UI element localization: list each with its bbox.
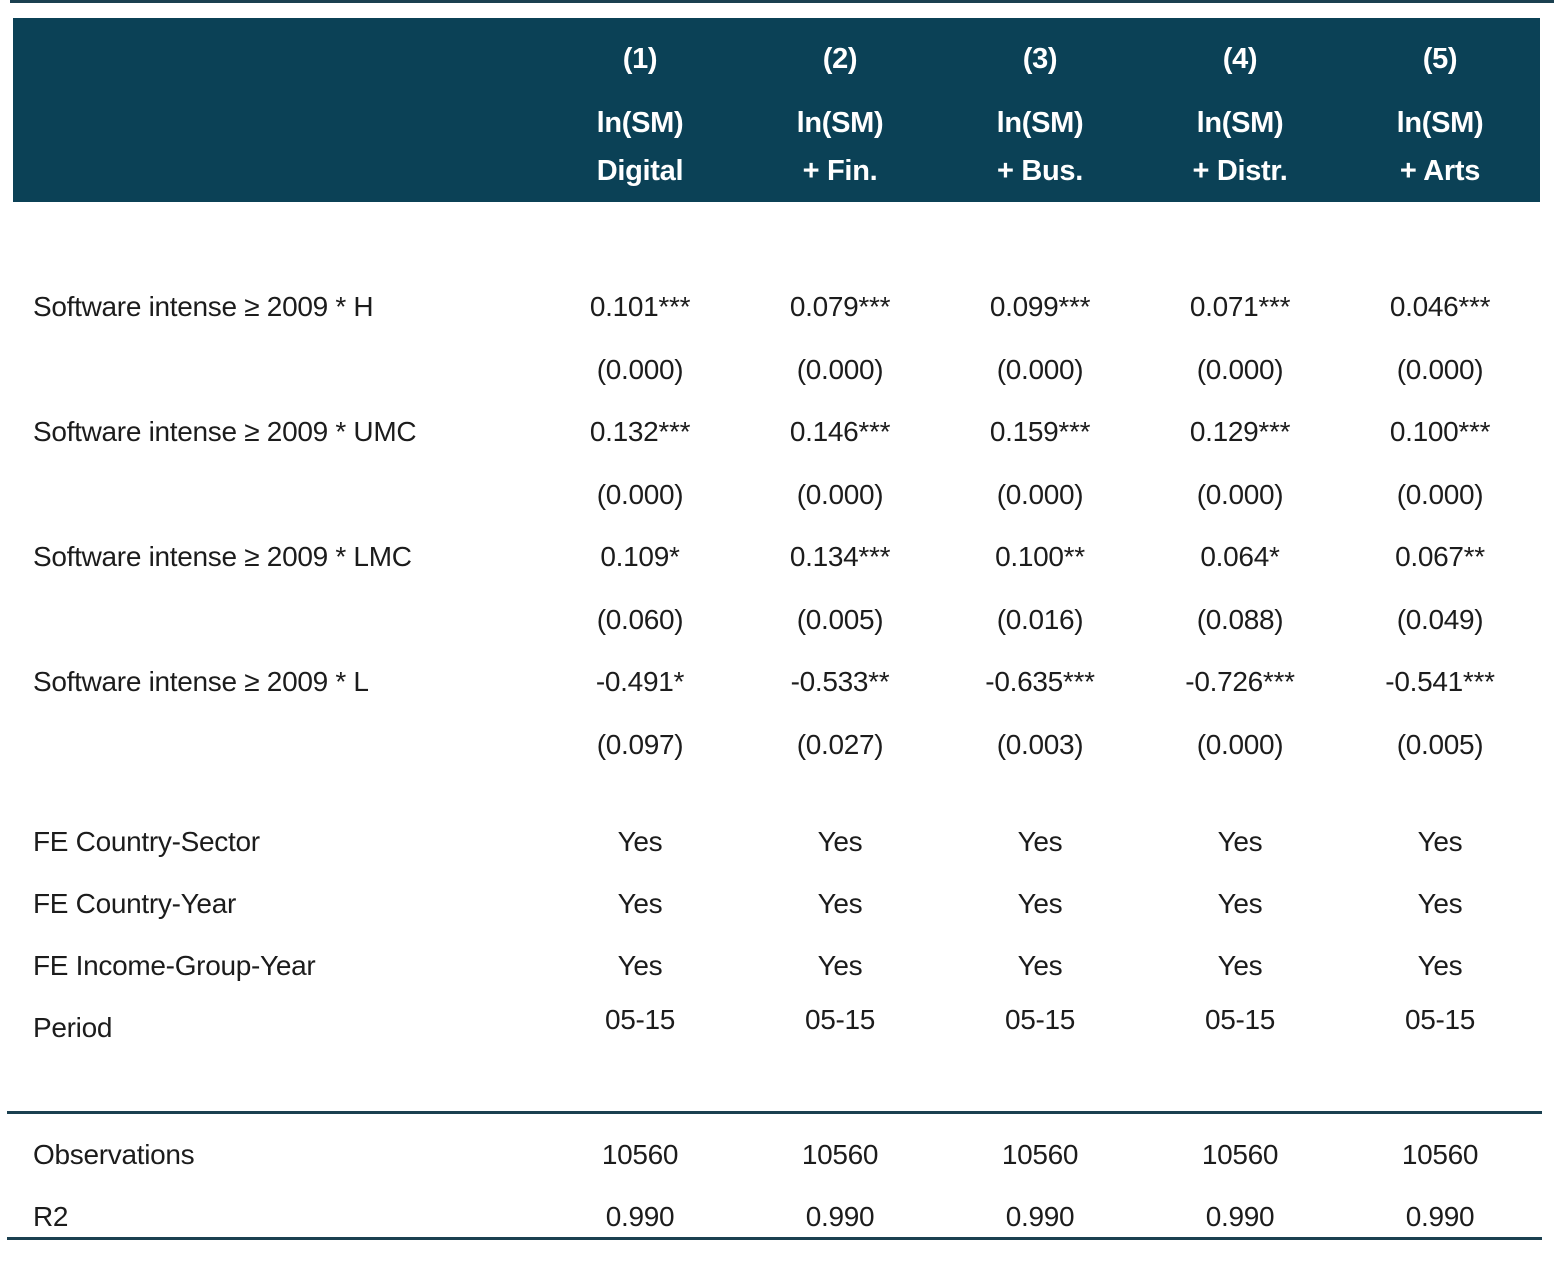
spec-cell: Yes bbox=[617, 950, 663, 981]
pvalue-cell: (0.049) bbox=[1396, 604, 1484, 635]
pvalue-cell: (0.005) bbox=[796, 604, 884, 635]
pvalue-cell: (0.005) bbox=[1396, 729, 1484, 760]
pvalue-cell: (0.016) bbox=[996, 604, 1084, 635]
stat-cell: 0.990 bbox=[805, 1201, 875, 1232]
row-label: Observations bbox=[33, 1139, 195, 1170]
table-body bbox=[13, 290, 1540, 1240]
stat-cell: 10560 bbox=[1001, 1139, 1079, 1170]
spec-cell: Yes bbox=[617, 888, 663, 919]
spec-cell: Yes bbox=[817, 826, 863, 857]
column-number: (1) bbox=[622, 43, 658, 75]
column-number: (3) bbox=[1022, 43, 1058, 75]
coef-block-lmc bbox=[13, 540, 1540, 637]
spec-cell: Yes bbox=[1217, 888, 1263, 919]
column-header-3 bbox=[940, 44, 1140, 186]
coef-cell: 0.046*** bbox=[1389, 291, 1491, 322]
stat-cell: 0.990 bbox=[1405, 1201, 1475, 1232]
pvalue-cell: (0.027) bbox=[796, 729, 884, 760]
coef-cell: 0.099*** bbox=[989, 291, 1091, 322]
table-row bbox=[13, 478, 1540, 512]
pvalue-cell: (0.000) bbox=[596, 354, 684, 385]
column-depvar: ln(SM) bbox=[996, 107, 1084, 139]
spec-cell: Yes bbox=[1417, 950, 1463, 981]
table-row-fe-country-sector bbox=[13, 825, 1540, 859]
spec-cell: 05-15 bbox=[604, 1004, 676, 1035]
row-label: FE Country-Year bbox=[33, 888, 236, 919]
row-label: Software intense ≥ 2009 * UMC bbox=[33, 416, 417, 447]
column-depvar: ln(SM) bbox=[596, 107, 684, 139]
spec-section bbox=[13, 825, 1540, 1045]
row-label: Period bbox=[33, 1012, 113, 1043]
coef-cell: 0.129*** bbox=[1189, 416, 1291, 447]
table-row-period bbox=[13, 1004, 1540, 1045]
row-label: Software intense ≥ 2009 * L bbox=[33, 666, 369, 697]
coef-cell: 0.132*** bbox=[589, 416, 691, 447]
pvalue-cell: (0.088) bbox=[1196, 604, 1284, 635]
pvalue-cell: (0.060) bbox=[596, 604, 684, 635]
coef-cell: -0.541*** bbox=[1385, 666, 1495, 697]
spec-cell: Yes bbox=[1017, 888, 1063, 919]
row-label-empty bbox=[13, 353, 540, 387]
pvalue-cell: (0.000) bbox=[1396, 354, 1484, 385]
spec-cell: Yes bbox=[1217, 950, 1263, 981]
coef-cell: -0.635*** bbox=[985, 666, 1095, 697]
coef-cell: -0.726*** bbox=[1185, 666, 1295, 697]
stat-cell: 0.990 bbox=[1005, 1201, 1075, 1232]
coef-block-umc bbox=[13, 415, 1540, 512]
spec-cell: Yes bbox=[1417, 888, 1463, 919]
pvalue-cell: (0.000) bbox=[1196, 354, 1284, 385]
column-depvar: ln(SM) bbox=[1396, 107, 1484, 139]
column-model: Digital bbox=[596, 155, 684, 187]
column-header-5 bbox=[1340, 44, 1540, 186]
pvalue-cell: (0.000) bbox=[596, 479, 684, 510]
spec-cell: Yes bbox=[817, 888, 863, 919]
row-label-empty bbox=[13, 728, 540, 762]
coef-cell: -0.533** bbox=[790, 666, 890, 697]
column-model: + Bus. bbox=[996, 155, 1084, 187]
table-row-fe-country-year bbox=[13, 887, 1540, 921]
column-header-4 bbox=[1140, 44, 1340, 186]
spec-cell: 05-15 bbox=[1404, 1004, 1476, 1035]
coef-block-h bbox=[13, 290, 1540, 387]
mid-rule bbox=[7, 1111, 1542, 1114]
column-number: (5) bbox=[1422, 43, 1458, 75]
pvalue-cell: (0.000) bbox=[996, 479, 1084, 510]
stat-cell: 10560 bbox=[1401, 1139, 1479, 1170]
table-row bbox=[13, 540, 1540, 574]
pvalue-cell: (0.003) bbox=[996, 729, 1084, 760]
coef-cell: 0.079*** bbox=[789, 291, 891, 322]
spec-cell: Yes bbox=[1017, 826, 1063, 857]
row-label: FE Country-Sector bbox=[33, 826, 260, 857]
coef-cell: 0.146*** bbox=[789, 416, 891, 447]
column-model: + Arts bbox=[1399, 155, 1481, 187]
top-rule bbox=[10, 0, 1554, 3]
spec-cell: Yes bbox=[1417, 826, 1463, 857]
stat-cell: 10560 bbox=[601, 1139, 679, 1170]
pvalue-cell: (0.000) bbox=[796, 354, 884, 385]
coef-cell: 0.100** bbox=[995, 541, 1085, 572]
stat-cell: 10560 bbox=[1201, 1139, 1279, 1170]
spec-cell: 05-15 bbox=[1004, 1004, 1076, 1035]
table-row bbox=[13, 415, 1540, 449]
coef-block-l bbox=[13, 665, 1540, 762]
row-label: Software intense ≥ 2009 * H bbox=[33, 291, 374, 322]
pvalue-cell: (0.000) bbox=[996, 354, 1084, 385]
pvalue-cell: (0.000) bbox=[1196, 729, 1284, 760]
coef-cell: 0.109* bbox=[600, 541, 680, 572]
coef-cell: 0.064* bbox=[1200, 541, 1280, 572]
stat-cell: 10560 bbox=[801, 1139, 879, 1170]
pvalue-cell: (0.097) bbox=[596, 729, 684, 760]
spec-cell: 05-15 bbox=[1204, 1004, 1276, 1035]
column-header-2 bbox=[740, 44, 940, 186]
column-header-1 bbox=[540, 44, 740, 186]
header-spacer bbox=[13, 44, 540, 186]
table-row bbox=[13, 290, 1540, 324]
spec-cell: Yes bbox=[617, 826, 663, 857]
row-label: R2 bbox=[33, 1201, 69, 1232]
column-model: + Fin. bbox=[802, 155, 878, 187]
stat-cell: 0.990 bbox=[1205, 1201, 1275, 1232]
spec-cell: Yes bbox=[1217, 826, 1263, 857]
column-number: (4) bbox=[1222, 43, 1258, 75]
coef-cell: 0.159*** bbox=[989, 416, 1091, 447]
table-row bbox=[13, 728, 1540, 762]
table-header bbox=[13, 18, 1540, 202]
table-row bbox=[13, 665, 1540, 699]
spec-cell: Yes bbox=[817, 950, 863, 981]
table-row bbox=[13, 603, 1540, 637]
table-row-r2 bbox=[13, 1200, 1540, 1234]
coef-cell: 0.101*** bbox=[589, 291, 691, 322]
pvalue-cell: (0.000) bbox=[796, 479, 884, 510]
row-label: FE Income-Group-Year bbox=[33, 950, 316, 981]
table-row bbox=[13, 353, 1540, 387]
coef-cell: 0.071*** bbox=[1189, 291, 1291, 322]
pvalue-cell: (0.000) bbox=[1396, 479, 1484, 510]
spec-cell: 05-15 bbox=[804, 1004, 876, 1035]
column-model: + Distr. bbox=[1192, 155, 1288, 187]
column-depvar: ln(SM) bbox=[796, 107, 884, 139]
row-label: Software intense ≥ 2009 * LMC bbox=[33, 541, 412, 572]
coef-cell: 0.100*** bbox=[1389, 416, 1491, 447]
table-row-observations bbox=[13, 1138, 1540, 1172]
spec-cell: Yes bbox=[1017, 950, 1063, 981]
coef-cell: -0.491* bbox=[595, 666, 685, 697]
row-label-empty bbox=[13, 478, 540, 512]
row-label-empty bbox=[13, 603, 540, 637]
pvalue-cell: (0.000) bbox=[1196, 479, 1284, 510]
column-depvar: ln(SM) bbox=[1196, 107, 1284, 139]
coef-cell: 0.067** bbox=[1395, 541, 1485, 572]
table-row-fe-income-group-year bbox=[13, 949, 1540, 983]
column-number: (2) bbox=[822, 43, 858, 75]
coef-cell: 0.134*** bbox=[789, 541, 891, 572]
bottom-rule bbox=[7, 1237, 1542, 1240]
stat-cell: 0.990 bbox=[605, 1201, 675, 1232]
